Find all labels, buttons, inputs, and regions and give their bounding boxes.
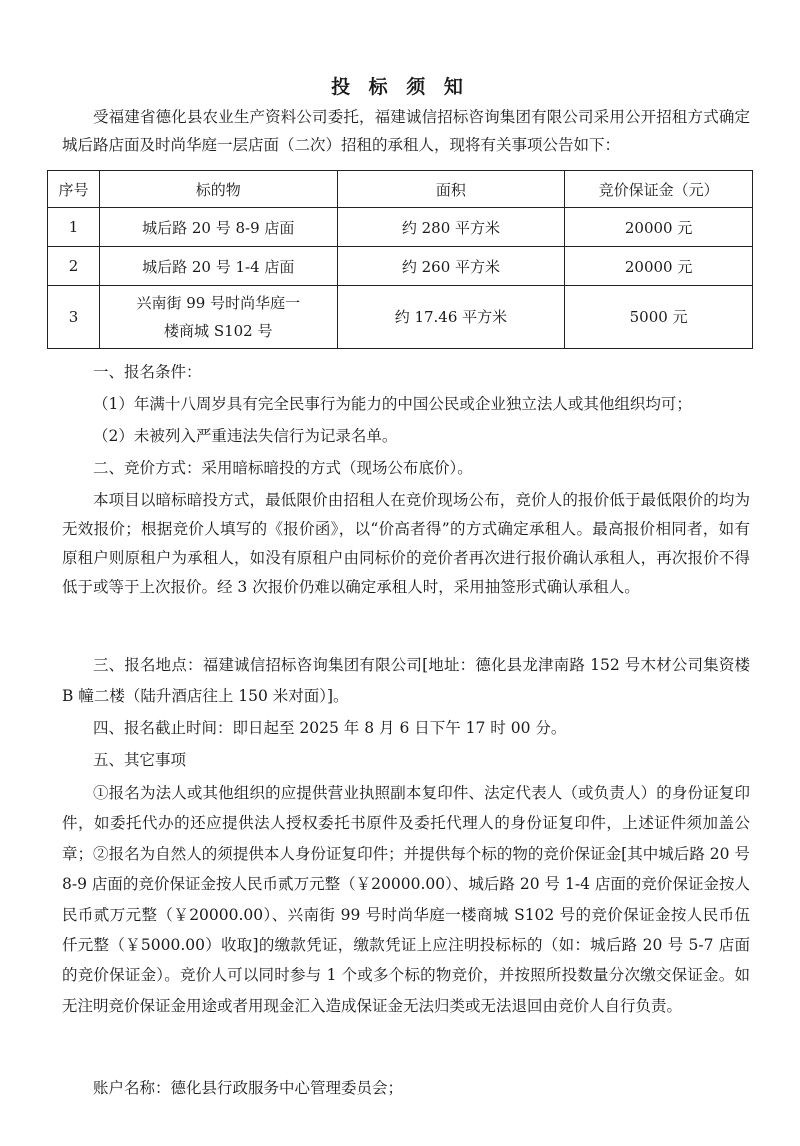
cell-no: 3 [48, 286, 100, 349]
section-2-heading: 二、竞价方式：采用暗标暗投的方式（现场公布底价）。 [93, 459, 473, 477]
cell-area: 约 280 平方米 [337, 208, 565, 247]
section-3: 三、报名地点：福建诚信招标咨询集团有限公司[地址：德化县龙津南路 152 号木材公司集资楼 B 幢二楼（陆升酒店往上 150 米对面）]。 [62, 656, 750, 705]
cell-area: 约 17.46 平方米 [337, 286, 565, 349]
bid-table [47, 170, 753, 349]
page-title: 投 标 须 知 [331, 76, 469, 98]
cell-item: 城后路 20 号 8-9 店面 [99, 208, 337, 247]
table-header-row [48, 171, 753, 208]
cell-area: 约 260 平方米 [337, 247, 565, 286]
cell-deposit: 5000 元 [565, 286, 753, 349]
section-5-heading: 五、其它事项 [93, 751, 187, 769]
section-5-body: ①报名为法人或其他组织的应提供营业执照副本复印件、法定代表人（或负责人）的身份证复印件，如委托代办的还应提供法人授权委托书原件及委托代理人的身份证复印件，上述证件须加盖公章；②报名为自然人的须提供本人身份证复印件；并提供每个标的物的竞价保证金[其中城后路 20 号 8-9 店面的竞价保证金按人民币贰万元整（￥20000.00）、城后路 20 号 1-4 店面的竞价保证金按人民币贰万元整（￥20000.00）、兴南街 99 号时尚华庭一楼商城 S102 号的竞价保证金按人民币伍仟元整（￥5000.00）收取]的缴款凭证，缴款凭证上应注明投标标的（如：城后路 20 号 5-7 店面的竞价保证金）。竞价人可以同时参与 1 个或多个标的物竞价，并按照所投数量分次缴交保证金。如无注明竞价保证金用途或者用现金汇入造成保证金无法归类或无法退回由竞价人自行负责。 [62, 784, 750, 1015]
cell-no: 2 [48, 247, 100, 286]
section-1-heading: 一、报名条件： [93, 363, 202, 381]
section-4: 四、报名截止时间：即日起至 2025 年 8 月 6 日下午 17 时 00 分。 [93, 719, 567, 737]
table-row [48, 247, 753, 286]
section-1-item-2: （2）未被列入严重违法失信行为记录名单。 [93, 427, 398, 445]
account-name-line: 账户名称：德化县行政服务中心管理委员会； [93, 1079, 404, 1097]
header-item: 标的物 [99, 171, 337, 208]
header-deposit: 竞价保证金（元） [565, 171, 753, 208]
section-2-body: 本项目以暗标暗投方式，最低限价由招租人在竞价现场公布，竞价人的报价低于最低限价的均为无效报价；根据竞价人填写的《报价函》，以“价高者得”的方式确定承租人。最高报价相同者，如有原租户则原租户为承租人，如没有原租户由同标价的竞价者再次进行报价确认承租人，再次报价不得低于或等于上次报价。经 3 次报价仍难以确定承租人时，采用抽签形式确认承租人。 [62, 491, 750, 596]
cell-no: 1 [48, 208, 100, 247]
cell-item: 兴南街 99 号时尚华庭一楼商城 S102 号 [99, 286, 337, 349]
table-row [48, 208, 753, 247]
header-area: 面积 [337, 171, 565, 208]
table-row [48, 286, 753, 349]
header-no: 序号 [48, 171, 100, 208]
intro-paragraph: 受福建省德化县农业生产资料公司委托，福建诚信招标咨询集团有限公司采用公开招租方式确定城后路店面及时尚华庭一层店面（二次）招租的承租人，现将有关事项公告如下： [62, 108, 750, 154]
cell-deposit: 20000 元 [565, 247, 753, 286]
cell-deposit: 20000 元 [565, 208, 753, 247]
cell-item: 城后路 20 号 1-4 店面 [99, 247, 337, 286]
section-1-item-1: （1）年满十八周岁具有完全民事行为能力的中国公民或企业独立法人或其他组织均可； [93, 395, 692, 413]
